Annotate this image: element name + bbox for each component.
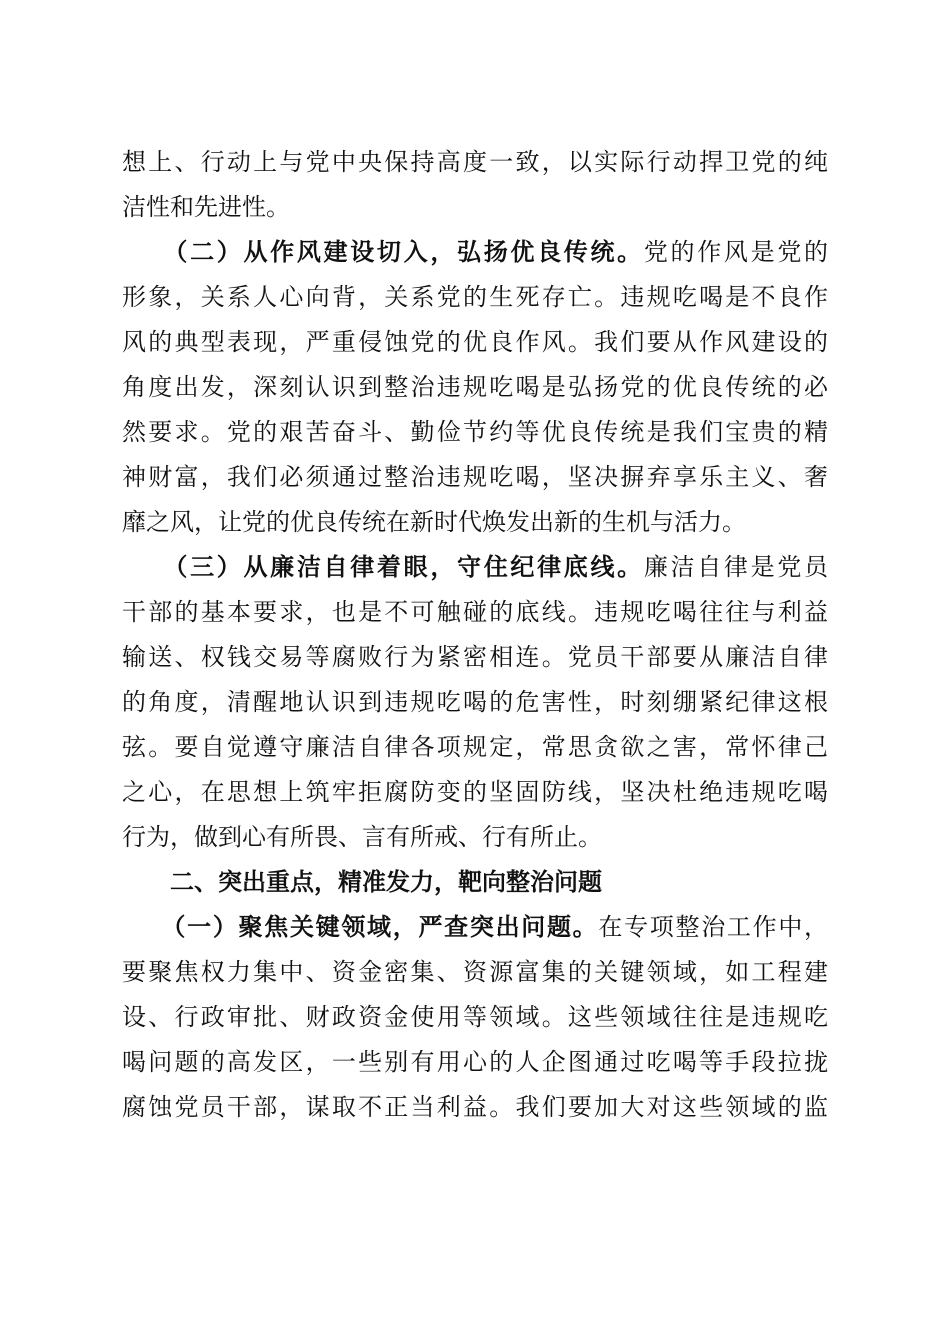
text-run: 党的作风是党的	[643, 238, 829, 266]
paragraph-lead: （三）从廉洁自律着眼，守住纪律底线。	[175, 553, 644, 581]
text-line: 然要求。党的艰苦奋斗、勤俭节约等优良传统是我们宝贵的精	[122, 418, 828, 446]
text-line: 腐蚀党员干部，谋取不正当利益。我们要加大对这些领域的监	[122, 1093, 828, 1121]
paragraph-lead: （一）聚焦关键领域，严查突出问题。	[173, 913, 599, 941]
text-line: 风的典型表现，严重侵蚀党的优良作风。我们要从作风建设的	[122, 328, 828, 356]
paragraph-first-line	[122, 905, 828, 950]
text-line: 之心，在思想上筑牢拒腐防变的坚固防线，坚决杜绝违规吃喝	[122, 778, 828, 806]
paragraph-lead: （二）从作风建设切入，弘扬优良传统。	[175, 238, 644, 266]
text-line: 角度出发，深刻认识到整治违规吃喝是弘扬党的优良传统的必	[122, 373, 828, 401]
text-line: 喝问题的高发区，一些别有用心的人企图通过吃喝等手段拉拢	[122, 1048, 828, 1076]
text-line: 洁性和先进性。	[122, 193, 290, 221]
text-line: 的角度，清醒地认识到违规吃喝的危害性，时刻绷紧纪律这根	[122, 688, 828, 716]
text-run: 廉洁自律是党员	[643, 553, 829, 581]
body-text	[122, 140, 828, 1130]
text-line: 干部的基本要求，也是不可触碰的底线。违规吃喝往往与利益	[122, 598, 828, 626]
paragraph-first-line	[122, 545, 828, 590]
text-line: 形象，关系人心向背，关系党的生死存亡。违规吃喝是不良作	[122, 283, 828, 311]
text-line: 神财富，我们必须通过整治违规吃喝，坚决摒弃享乐主义、奢	[122, 463, 828, 491]
text-line: 靡之风，让党的优良传统在新时代焕发出新的生机与活力。	[122, 508, 746, 536]
text-line: 输送、权钱交易等腐败行为紧密相连。党员干部要从廉洁自律	[122, 643, 828, 671]
text-line: 想上、行动上与党中央保持高度一致，以实际行动捍卫党的纯	[122, 148, 828, 176]
paragraph-first-line	[122, 230, 828, 275]
section-heading: 二、突出重点，精准发力，靶向整治问题	[170, 868, 602, 896]
text-line: 要聚焦权力集中、资金密集、资源富集的关键领域，如工程建	[122, 958, 828, 986]
text-line: 设、行政审批、财政资金使用等领域。这些领域往往是违规吃	[122, 1003, 828, 1031]
text-line: 行为，做到心有所畏、言有所戒、行有所止。	[122, 823, 602, 851]
text-line: 弦。要自觉遵守廉洁自律各项规定，常思贪欲之害，常怀律己	[122, 733, 828, 761]
text-run: 在专项整治工作中，	[598, 913, 829, 941]
